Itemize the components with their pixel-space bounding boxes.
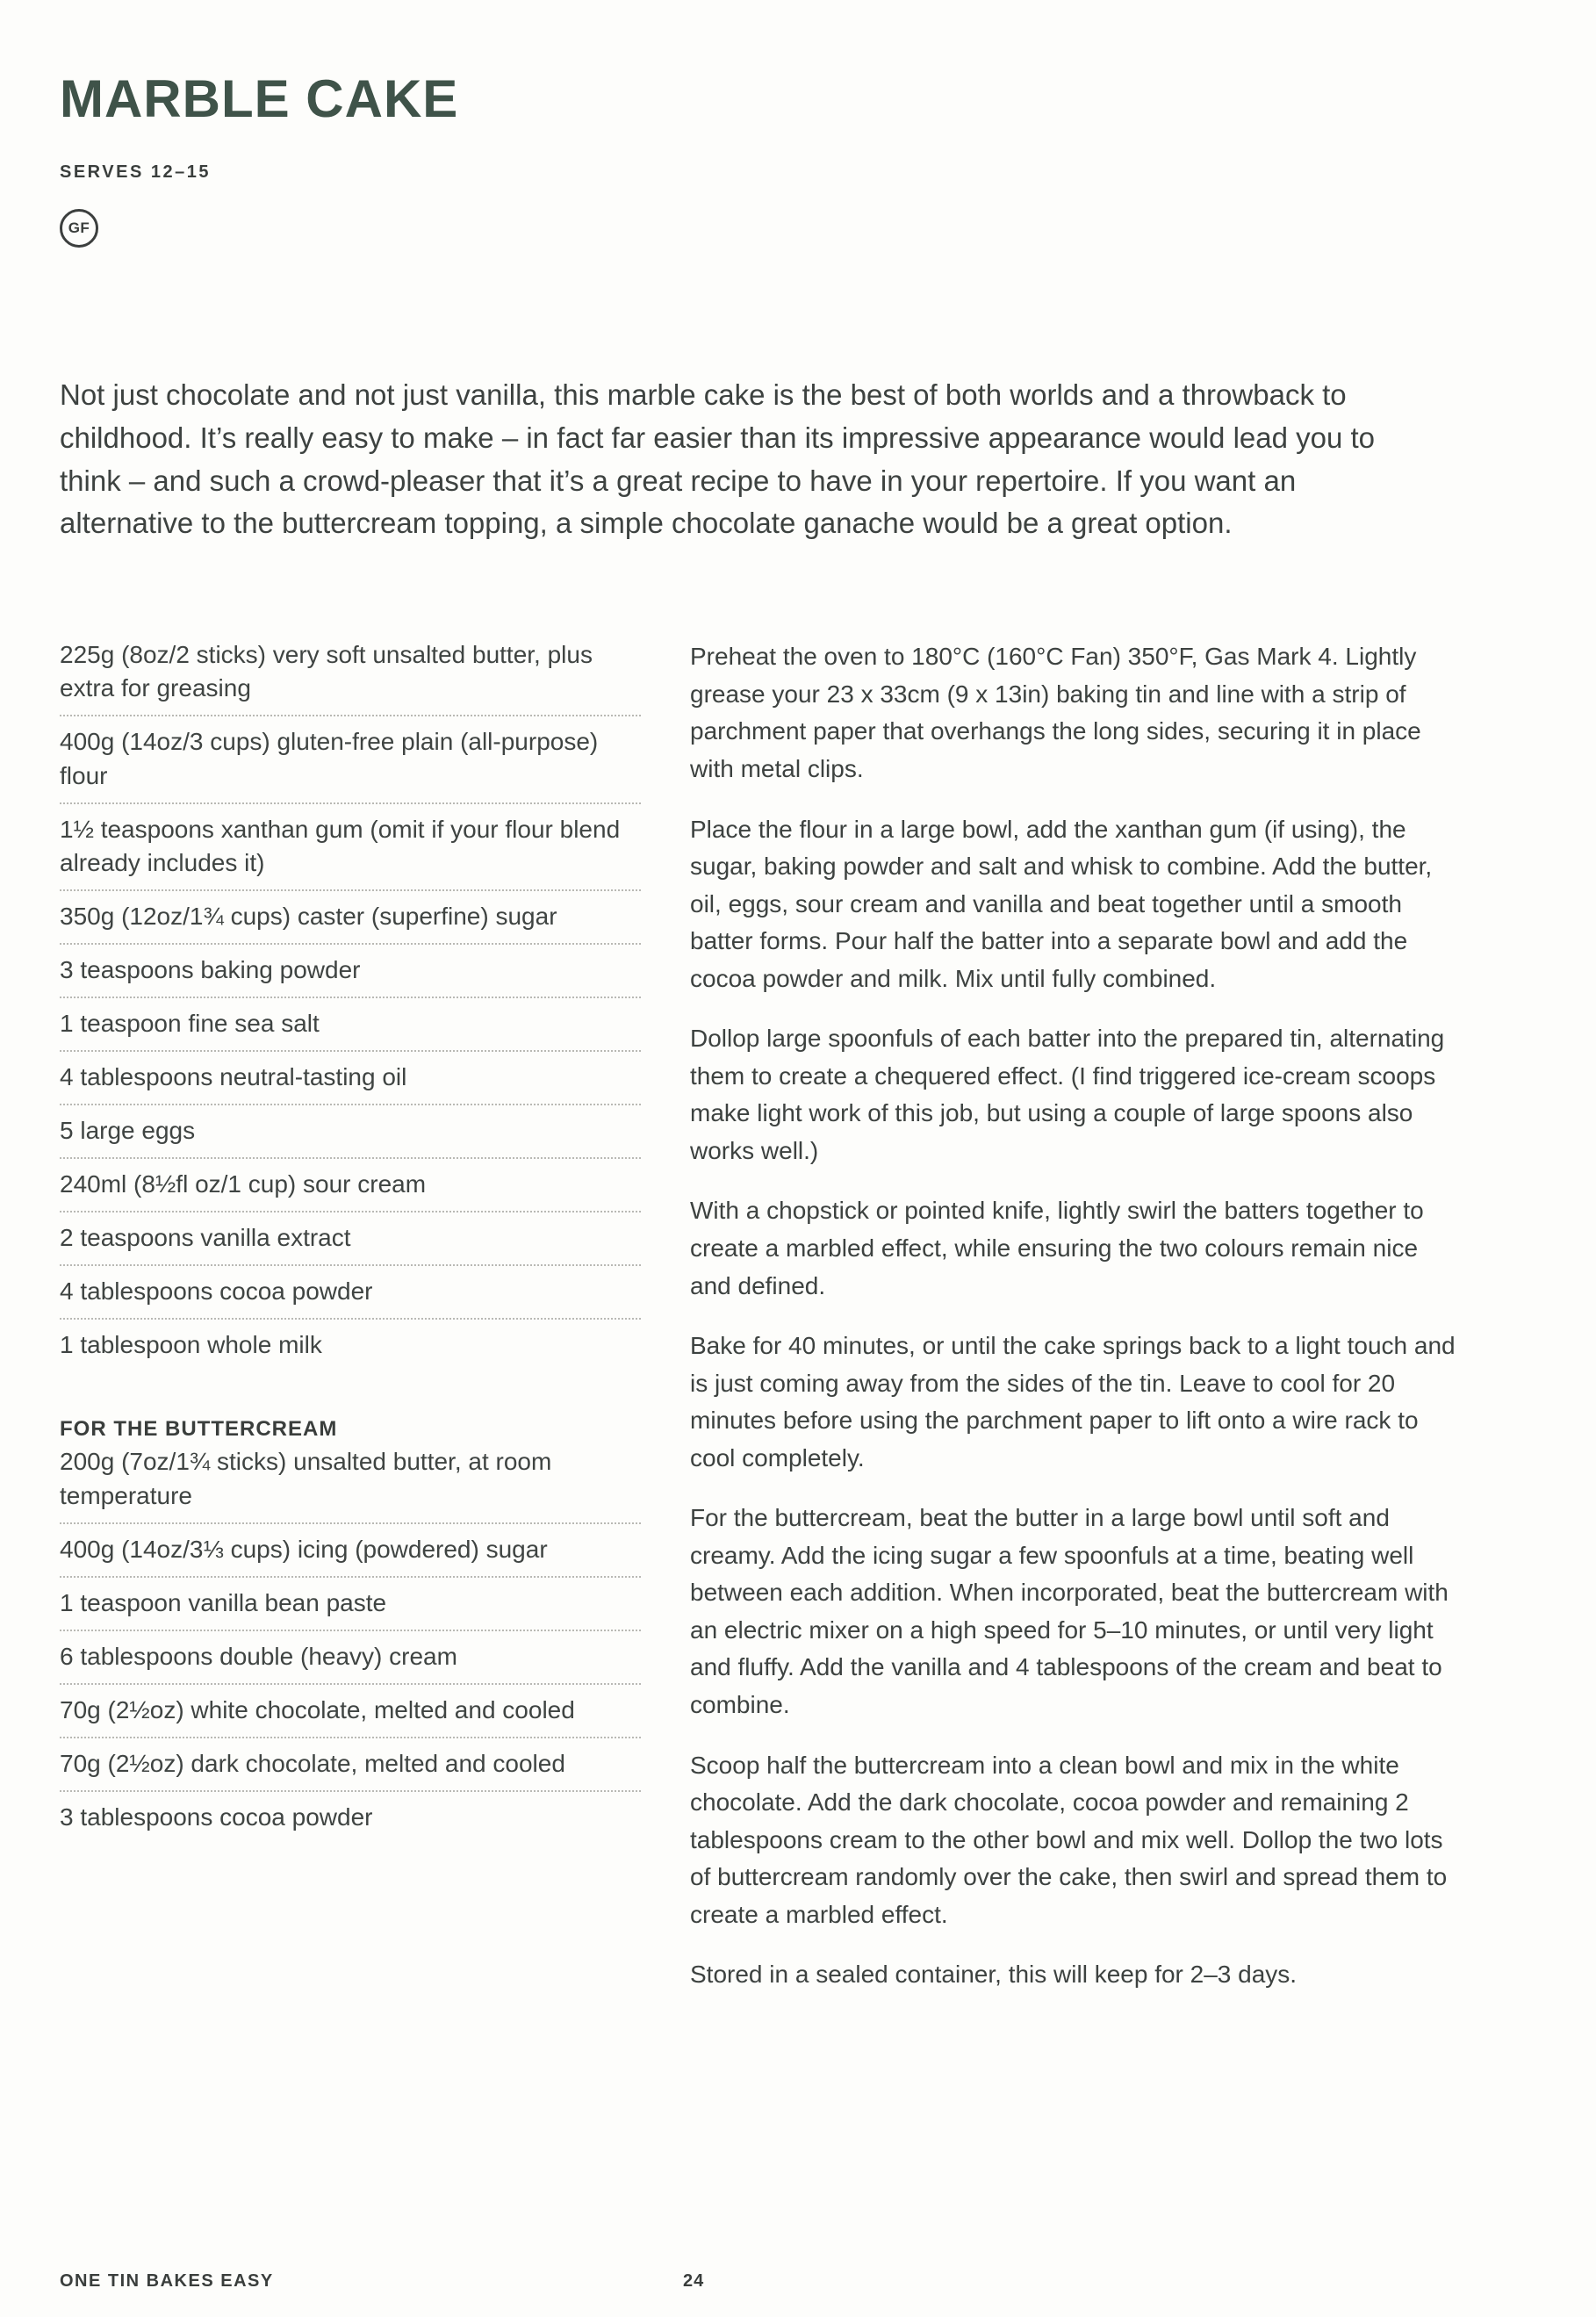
intro-paragraph: Not just chocolate and not just vanilla, this marble cake is the best of both worlds and a throwback to childhood. It’s really easy to make – in fact far easier than its impressive appearance would lead you to think – and such a crowd-pleaser that it’s a great recipe to have in your repertoire. If you want an alternative to the buttercream topping, a simple chocolate ganache would be a great option. xyxy=(60,378,1376,540)
ingredient-item: 1 teaspoon vanilla bean paste xyxy=(60,1578,641,1631)
method-paragraph: Place the flour in a large bowl, add the xanthan gum (if using), the sugar, baking powder and salt and whisk to combine. Add the butter, oil, eggs, sour cream and vanilla and beat together until a smooth batter forms. Pour half the batter into a separate bowl and add the cocoa powder and milk. Mix until fully combined. xyxy=(690,815,1433,992)
ingredient-item: 6 tablespoons double (heavy) cream xyxy=(60,1631,641,1685)
ingredient-item: 1½ teaspoons xanthan gum (omit if your flour blend already includes it) xyxy=(60,804,641,891)
ingredient-item: 350g (12oz/1¾ cups) caster (superfine) sugar xyxy=(60,891,641,945)
page-footer xyxy=(60,2271,1596,2294)
ingredient-item: 4 tablespoons cocoa powder xyxy=(60,1266,641,1320)
ingredient-item: 4 tablespoons neutral-tasting oil xyxy=(60,1052,641,1105)
method-paragraph: Dollop large spoonfuls of each batter into the prepared tin, alternating them to create a chequered effect. (I find triggered ice-cream scoops make light work of this job, but using a couple of large spoons also works well.) xyxy=(690,1025,1445,1164)
method-paragraph: Preheat the oven to 180°C (160°C Fan) 350°F, Gas Mark 4. Lightly grease your 23 x 33cm (9 x 13in) baking tin and line with a strip of parchment paper that overhangs the long sides, securing it in place with metal clips. xyxy=(690,643,1421,782)
ingredient-item: 70g (2½oz) dark chocolate, melted and cooled xyxy=(60,1738,641,1792)
ingredient-item: 400g (14oz/3⅓ cups) icing (powdered) sugar xyxy=(60,1524,641,1578)
ingredient-item: 5 large eggs xyxy=(60,1105,641,1159)
ingredient-item: 2 teaspoons vanilla extract xyxy=(60,1212,641,1266)
method-paragraph: For the buttercream, beat the butter in a large bowl until soft and creamy. Add the icing sugar a few spoonfuls at a time, beating well between each addition. When incorporated, beat the buttercream with an electric mixer on a high speed for 5–10 minutes, or until very light and fluffy. Add the vanilla and 4 tablespoons of the cream and beat to combine. xyxy=(690,1504,1449,1718)
footer-book-title: ONE TIN BAKES EASY xyxy=(60,2271,274,2291)
gluten-free-badge-label: GF xyxy=(68,219,90,236)
method-paragraph: Scoop half the buttercream into a clean bowl and mix in the white chocolate. Add the dark chocolate, cocoa powder and remaining 2 tablespoons cream to the other bowl and mix well. Dollop the two lots of buttercream randomly over the cake, then swirl and spread them to create a marbled effect. xyxy=(690,1751,1448,1928)
ingredient-item: 3 teaspoons baking powder xyxy=(60,945,641,998)
ingredient-item: 1 tablespoon whole milk xyxy=(60,1331,322,1359)
buttercream-ingredients-list xyxy=(60,1445,641,1844)
method-column xyxy=(690,638,1464,2017)
ingredient-item: 400g (14oz/3 cups) gluten-free plain (all-purpose) flour xyxy=(60,716,641,803)
method-paragraph: Stored in a sealed container, this will keep for 2–3 days. xyxy=(690,1961,1298,1989)
content-columns xyxy=(60,638,1461,2017)
ingredient-item: 3 tablespoons cocoa powder xyxy=(60,1803,373,1831)
ingredient-item: 225g (8oz/2 sticks) very soft unsalted butter, plus extra for greasing xyxy=(60,638,641,716)
footer-page-number: 24 xyxy=(683,2271,705,2291)
page-title: MARBLE CAKE xyxy=(60,69,459,128)
ingredient-item: 200g (7oz/1¾ sticks) unsalted butter, at room temperature xyxy=(60,1445,641,1523)
method-paragraph: Bake for 40 minutes, or until the cake springs back to a light touch and is just coming away from the sides of the tin. Leave to cool for 20 minutes before using the parchment paper to lift onto a wire rack to cool completely. xyxy=(690,1332,1456,1472)
ingredient-item: 70g (2½oz) white chocolate, melted and cooled xyxy=(60,1685,641,1738)
method-paragraph: With a chopstick or pointed knife, lightly swirl the batters together to create a marbled effect, while ensuring the two colours remain nice and defined. xyxy=(690,1197,1424,1299)
ingredient-item: 240ml (8½fl oz/1 cup) sour cream xyxy=(60,1159,641,1212)
ingredient-item: 1 teaspoon fine sea salt xyxy=(60,998,641,1052)
serves-label: SERVES 12–15 xyxy=(60,162,211,182)
buttercream-heading: FOR THE BUTTERCREAM xyxy=(60,1417,338,1442)
ingredients-column xyxy=(60,638,641,2017)
gluten-free-badge xyxy=(60,209,98,248)
ingredients-list xyxy=(60,638,641,1371)
